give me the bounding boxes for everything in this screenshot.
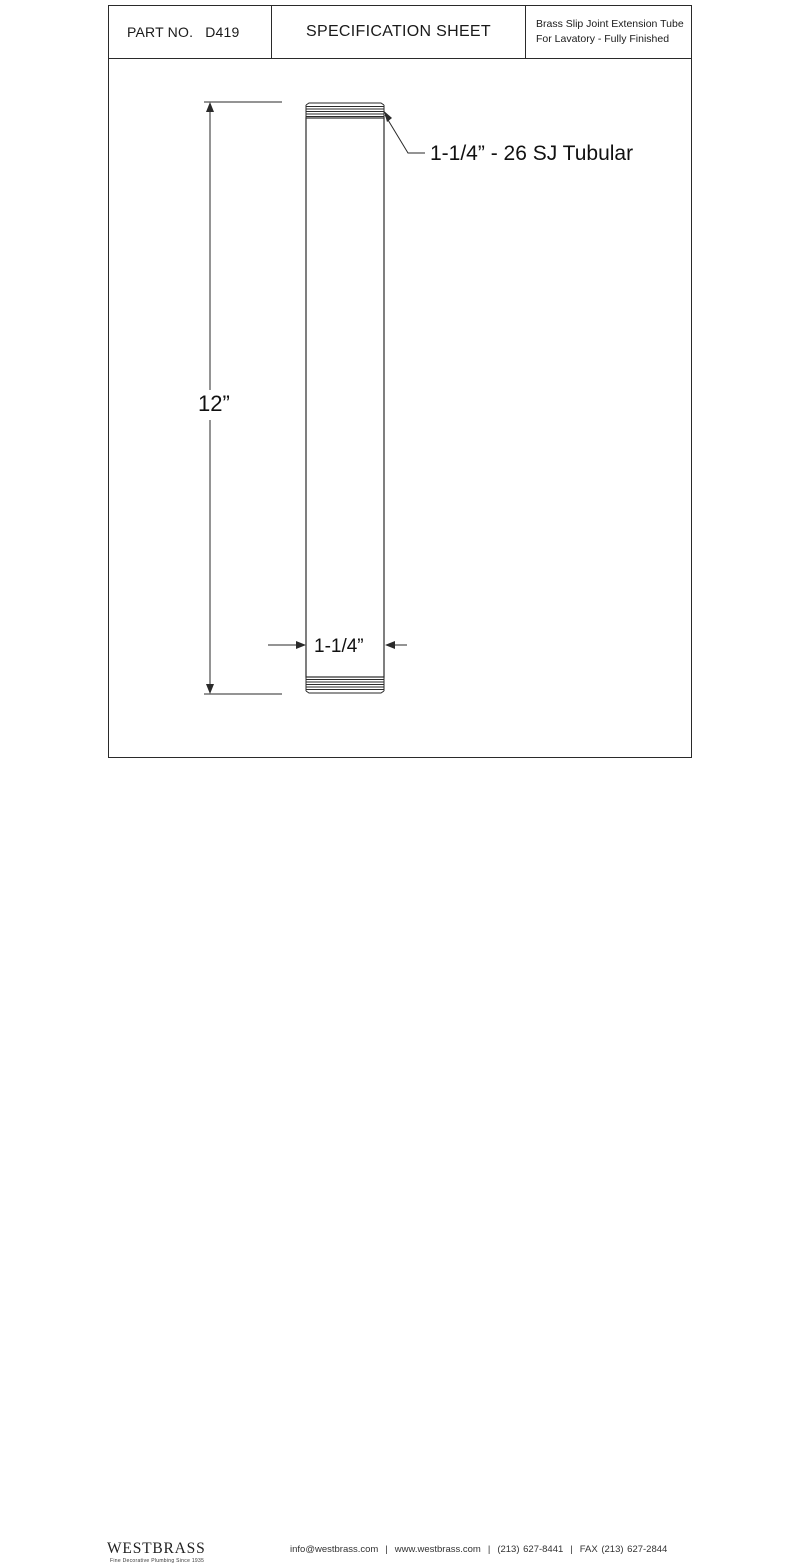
- sheet-title: SPECIFICATION SHEET: [306, 23, 491, 40]
- website-link[interactable]: www.westbrass.com: [394, 1544, 481, 1555]
- description-line-1: Brass Slip Joint Extension Tube: [536, 18, 684, 30]
- part-label: PART NO.: [127, 24, 194, 40]
- thread-callout: 1-1/4” - 26 SJ Tubular: [430, 142, 634, 165]
- description-line-2: For Lavatory - Fully Finished: [536, 33, 670, 45]
- bottom-thread: [306, 677, 384, 693]
- thread-callout-leader: [384, 111, 425, 153]
- tube-body: [306, 118, 384, 677]
- separator-1: |: [385, 1544, 388, 1555]
- top-thread: [306, 103, 384, 118]
- footer: [0, 765, 800, 1564]
- brand-logo: WESTBRASS: [107, 1540, 206, 1557]
- separator-3: |: [570, 1544, 573, 1555]
- brand-tagline: Fine Decorative Plumbing Since 1935: [110, 1558, 205, 1564]
- email-link[interactable]: info@westbrass.com: [290, 1544, 379, 1555]
- phone-number: (213) 627-8441: [497, 1544, 564, 1555]
- part-number: D419: [205, 24, 240, 40]
- length-label: 12”: [198, 391, 230, 416]
- fax-number: FAX (213) 627-2844: [579, 1544, 668, 1555]
- contact-info: [290, 1544, 667, 1555]
- diameter-label: 1-1/4”: [314, 636, 364, 657]
- separator-2: |: [487, 1544, 491, 1555]
